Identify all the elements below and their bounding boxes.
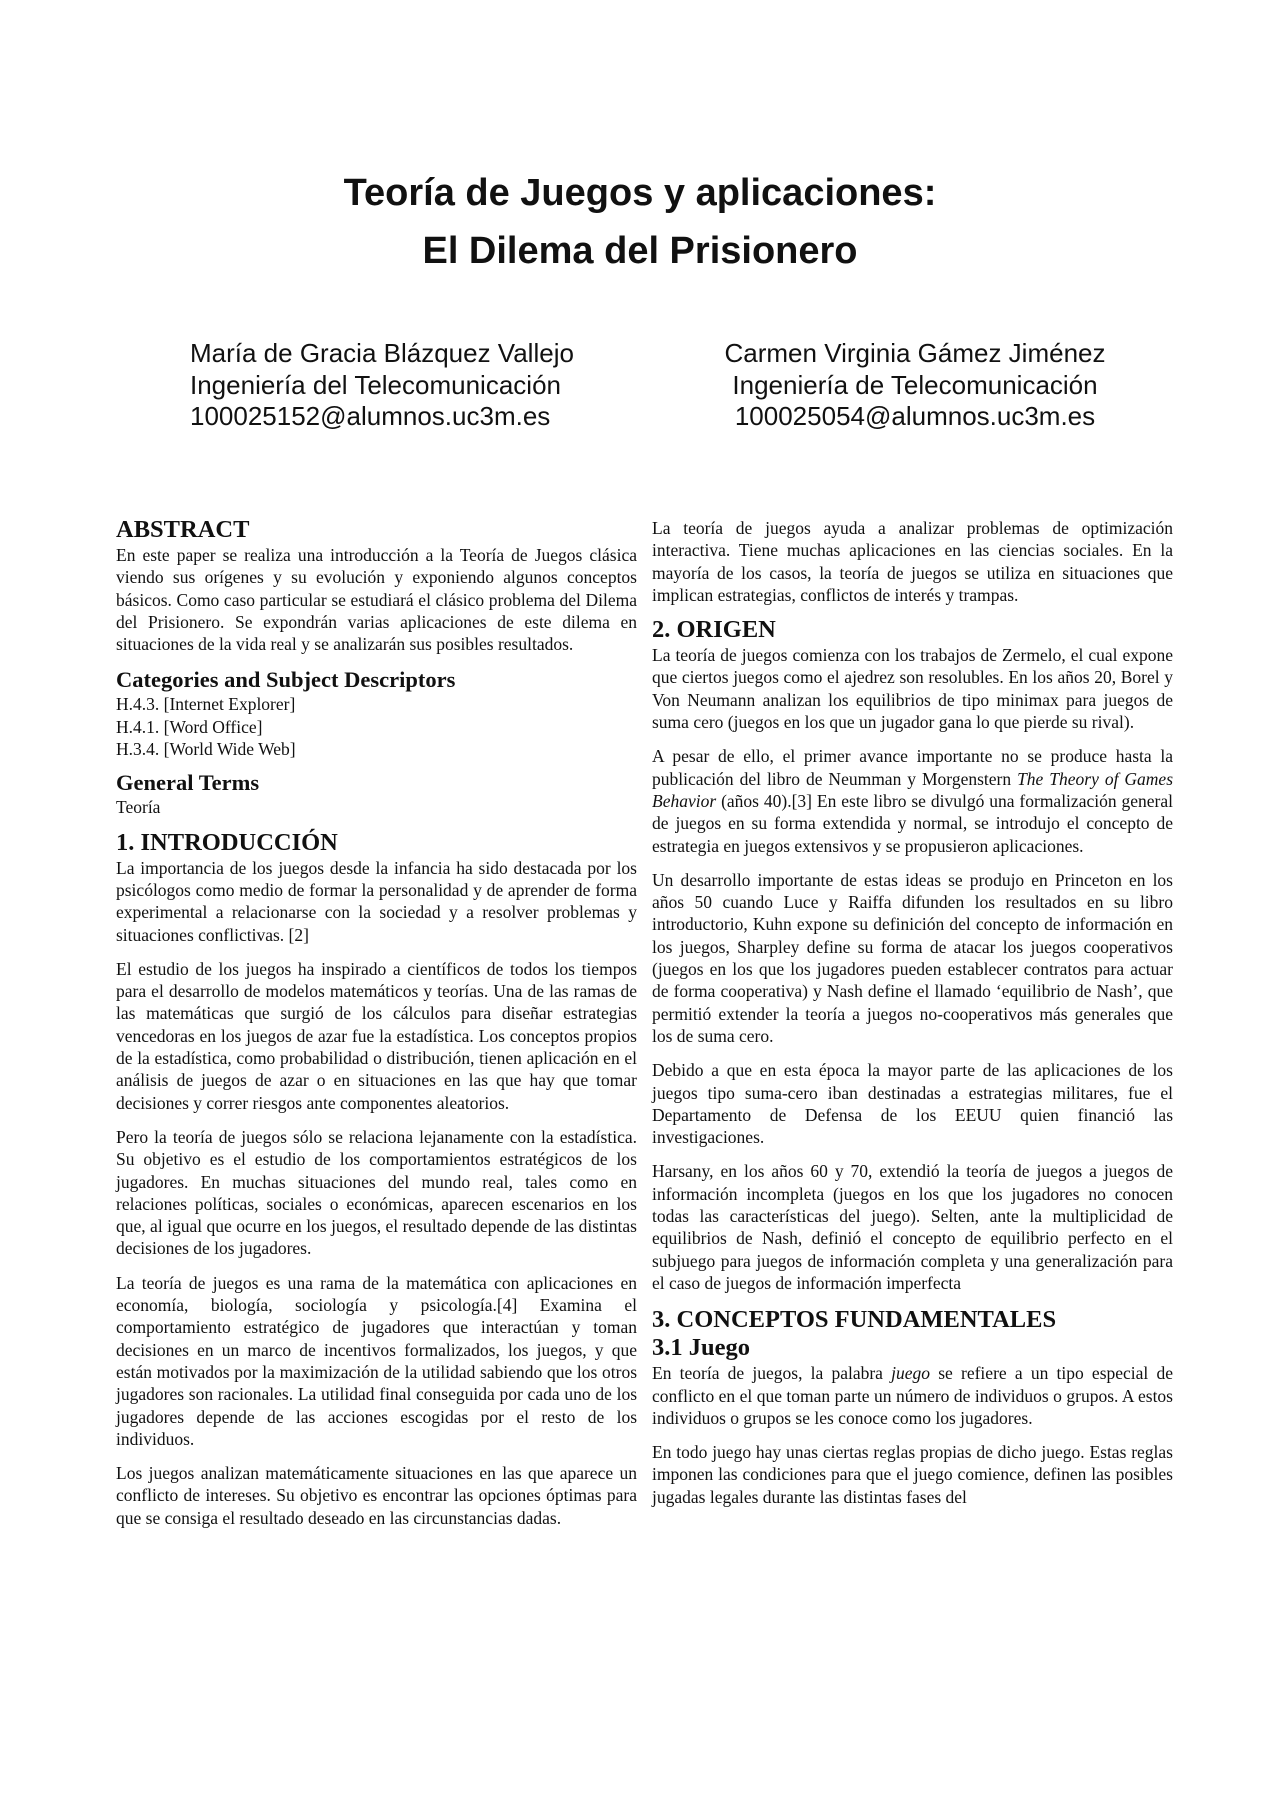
category-item: H.4.1. [Word Office] bbox=[116, 716, 263, 737]
author-block-2 bbox=[705, 338, 1125, 433]
intro-paragraph: La teoría de juegos es una rama de la matemática con aplicaciones en economía, biología, sociología y psicología.[4] Examina el comportamiento estratégico de jugadores que interactúan y toman decisiones en un marco de incentivos formalizados, los juegos, y que están motivados por la maximización de la utilidad sabiendo que los otros jugadores son racionales. La utilidad final conseguida por cada uno de los jugadores depende de las acciones escogidas por el resto de los individuos. bbox=[116, 1272, 637, 1449]
origen-paragraph: Debido a que en esta época la mayor parte de las aplicaciones de los juegos tipo suma-cero iban destinadas a estrategias militares, fue el Departamento de Defensa de los EEUU quien financió las investigaciones. bbox=[652, 1060, 1173, 1148]
general-terms-text: Teoría bbox=[116, 797, 161, 818]
text-span: A pesar de ello, el primer avance importante no se produce hasta la publicación del libro de Neumman y Morgenstern bbox=[652, 746, 1173, 789]
author-block-1 bbox=[190, 338, 630, 433]
intro-paragraph: La importancia de los juegos desde la infancia ha sido destacada por los psicólogos como medio de formar la personalidad y de aprender de forma experimental a relacionarse con la sociedad y a resolver problemas y situaciones conflictivas. [2] bbox=[116, 857, 637, 945]
intro-heading: 1. INTRODUCCIÓN bbox=[116, 828, 338, 856]
abstract-heading: ABSTRACT bbox=[116, 516, 250, 543]
title-line-2: El Dilema del Prisionero bbox=[422, 230, 858, 272]
author-affiliation: Ingeniería de Telecomunicación bbox=[732, 369, 1098, 400]
abstract-text: En este paper se realiza una introducción a la Teoría de Juegos clásica viendo sus orígenes y su evolución y exponiendo algunos conceptos básicos. Como caso particular se estudiará el clásico problema del Dilema del Prisionero. Se expondrán varias aplicaciones de este dilema en situaciones de la vida real y se analizarán sus posibles resultados. bbox=[116, 545, 637, 655]
origen-paragraph: Harsany, en los años 60 y 70, extendió la teoría de juegos a juegos de información incompleta (juegos en los que los jugadores no conocen todas las características del juego). Selten, ante la multiplicidad de equilibrios de Nash, definió el concepto de equilibrio perfecto en el subjuego para juegos de información completa y una generalización para el caso de juegos de información imperfecta bbox=[652, 1161, 1173, 1293]
text-span: se refiere a un tipo especial de conflicto en el que toman parte un número de individuos o grupos. A estos individuos o grupos se les conoce como los jugadores. bbox=[652, 1363, 1173, 1428]
author-email: 100025152@alumnos.uc3m.es bbox=[190, 401, 551, 431]
paper-title bbox=[0, 164, 1280, 280]
category-item: H.4.3. [Internet Explorer] bbox=[116, 694, 296, 715]
left-column bbox=[116, 516, 637, 1541]
conceptos-heading: 3. CONCEPTOS FUNDAMENTALES bbox=[652, 1306, 1057, 1334]
author-affiliation: Ingeniería del Telecomunicación bbox=[190, 369, 561, 400]
right-column bbox=[652, 517, 1173, 1520]
category-item: H.3.4. [World Wide Web] bbox=[116, 739, 296, 760]
author-name: María de Gracia Blázquez Vallejo bbox=[190, 338, 574, 368]
author-email: 100025054@alumnos.uc3m.es bbox=[734, 401, 1096, 431]
book-title: The Theory of Games Behavior bbox=[652, 768, 1174, 811]
origen-paragraph: La teoría de juegos comienza con los trabajos de Zermelo, el cual expone que ciertos juegos como el ajedrez son resolubles. En los años 20, Borel y Von Neumann analizan los equilibrios de tipo minimax para juegos de suma cero (juegos en los que un jugador gana lo que pierde su rival). bbox=[652, 645, 1173, 733]
title-line-1: Teoría de Juegos y aplicaciones: bbox=[343, 172, 937, 214]
author-name: Carmen Virginia Gámez Jiménez bbox=[724, 338, 1106, 368]
intro-paragraph: Los juegos analizan matemáticamente situaciones en las que aparece un conflicto de intereses. Su objetivo es encontrar las opciones óptimas para que se consiga el resultado deseado en las circunstancias dadas. bbox=[116, 1463, 637, 1528]
conceptos-paragraph: En todo juego hay unas ciertas reglas propias de dicho juego. Estas reglas imponen las condiciones para que el juego comience, definen las posibles jugadas legales durante las distintas fases del bbox=[652, 1442, 1173, 1507]
text-span: (años 40).[3] En este libro se divulgó una formalización general de juegos en su forma extendida y normal, se introdujo el concepto de estrategia en juegos extensivos y se propusieron aplicaciones. bbox=[652, 790, 1173, 856]
juego-subheading: 3.1 Juego bbox=[652, 1334, 750, 1362]
origen-paragraph bbox=[652, 745, 1173, 856]
general-terms-heading: General Terms bbox=[116, 770, 260, 796]
origen-paragraph: Un desarrollo importante de estas ideas se produjo en Princeton en los años 50 cuando Luce y Raiffa difunden los resultados en su libro introductorio, Kuhn expone su definición del concepto de información en los juegos, Sharpley define su forma de atacar los juegos cooperativos (juegos en los que los jugadores pueden establecer contratos para actuar de forma cooperativa) y Nash define el llamado ‘equilibrio de Nash’, que permitió extender la teoría a juegos no-cooperativos más generales que los de suma cero. bbox=[652, 869, 1173, 1046]
emphasis-word: juego bbox=[891, 1363, 931, 1384]
intro-continued-paragraph: La teoría de juegos ayuda a analizar problemas de optimización interactiva. Tiene muchas aplicaciones en las ciencias sociales. En la mayoría de los casos, la teoría de juegos se utiliza en situaciones que implican estrategias, conflictos de interés y trampas. bbox=[652, 518, 1173, 605]
text-span: En teoría de juegos, la palabra bbox=[652, 1363, 892, 1384]
intro-paragraph: El estudio de los juegos ha inspirado a científicos de todos los tiempos para el desarrollo de modelos matemáticos y teorías. Una de las ramas de las matemáticas que surgió de los cálculos para diseñar estrategias vencedoras en los juegos de azar fue la estadística. Los conceptos propios de la estadística, como probabilidad o distribución, tienen aplicación en el análisis de juegos de azar o en situaciones en las que hay que tomar decisiones y correr riesgos ante componentes aleatorios. bbox=[116, 958, 637, 1113]
origen-heading: 2. ORIGEN bbox=[652, 616, 776, 644]
categories-heading: Categories and Subject Descriptors bbox=[116, 667, 456, 693]
conceptos-paragraph bbox=[652, 1362, 1173, 1429]
intro-paragraph: Pero la teoría de juegos sólo se relaciona lejanamente con la estadística. Su objetivo es el estudio de los comportamientos estratégicos de los jugadores. En muchas situaciones del mundo real, tales como en relaciones políticas, sociales o económicas, aparecen escenarios en los que, al igual que ocurre en los juegos, el resultado depende de las distintas decisiones de los jugadores. bbox=[116, 1126, 637, 1259]
